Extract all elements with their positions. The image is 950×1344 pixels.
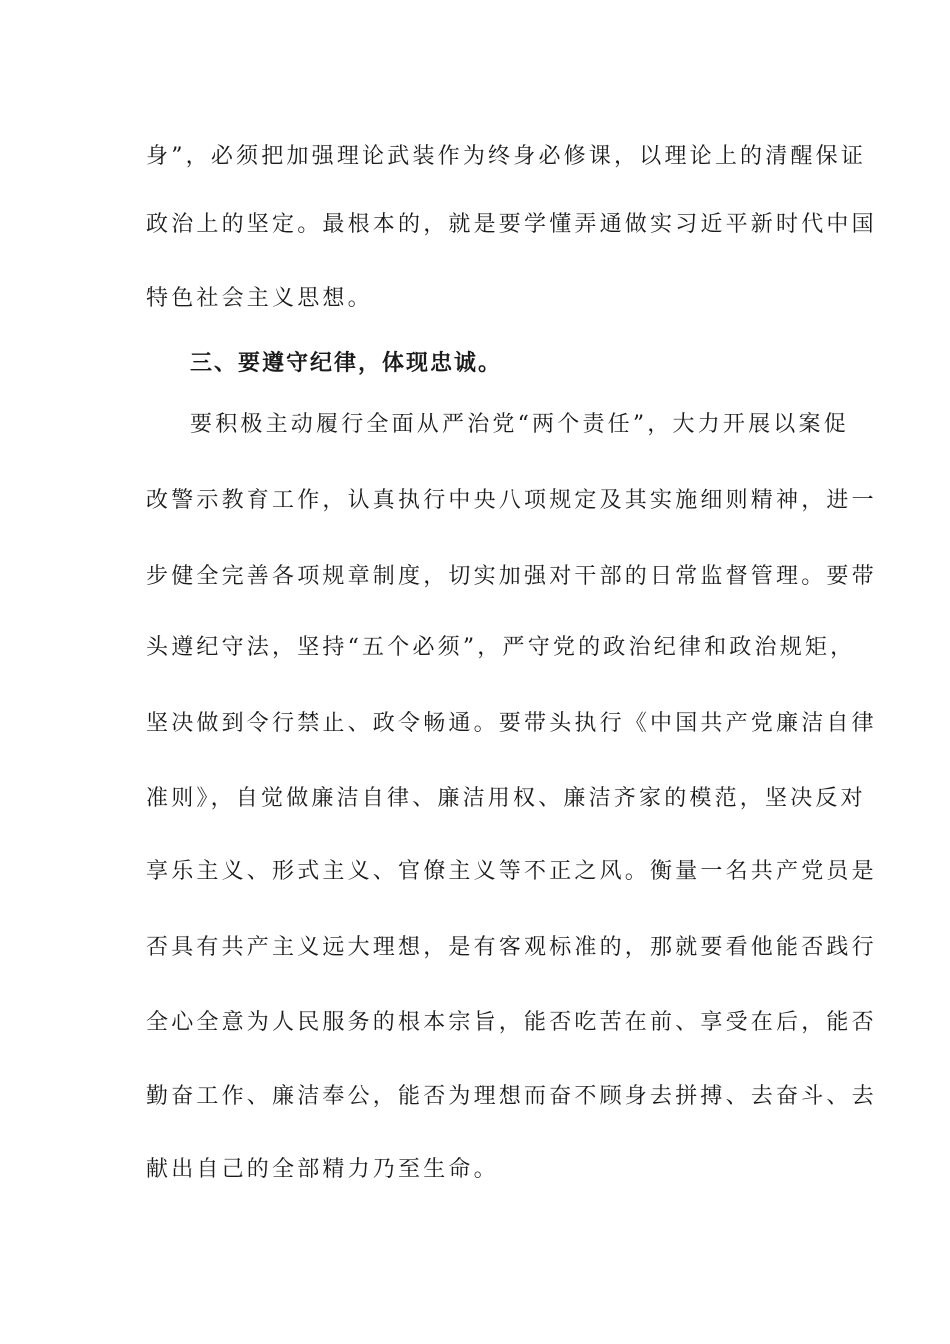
paragraph-line: 勤奋工作、廉洁奉公，能否为理想而奋不顾身去拼搏、去奋斗、去 <box>146 1084 877 1109</box>
paragraph-line: 改警示教育工作，认真执行中央八项规定及其实施细则精神，进一 <box>146 488 877 513</box>
section-heading: 三、要遵守纪律，体现忠诚。 <box>190 351 503 376</box>
paragraph-line: 享乐主义、形式主义、官僚主义等不正之风。衡量一名共产党员是 <box>146 859 877 884</box>
paragraph-line: 特色社会主义思想。 <box>146 286 373 311</box>
paragraph-line: 坚决做到令行禁止、政令畅通。要带头执行《中国共产党廉洁自律 <box>146 711 877 736</box>
paragraph-line: 政治上的坚定。最根本的，就是要学懂弄通做实习近平新时代中国 <box>146 212 877 237</box>
paragraph-line: 身”，必须把加强理论武装作为终身必修课，以理论上的清醒保证 <box>146 144 867 169</box>
paragraph-line: 否具有共产主义远大理想，是有客观标准的，那就要看他能否践行 <box>146 935 877 960</box>
paragraph-line: 准则》，自觉做廉洁自律、廉洁用权、廉洁齐家的模范，坚决反对 <box>146 786 866 811</box>
paragraph-line: 全心全意为人民服务的根本宗旨，能否吃苦在前、享受在后，能否 <box>146 1010 877 1035</box>
paragraph-line: 献出自己的全部精力乃至生命。 <box>146 1157 499 1182</box>
paragraph-line: 步健全完善各项规章制度，切实加强对干部的日常监督管理。要带 <box>146 564 877 589</box>
paragraph-line: 头遵纪守法，坚持“五个必须”，严守党的政治纪律和政治规矩， <box>146 635 856 660</box>
paragraph-line: 要积极主动履行全面从严治党“两个责任”，大力开展以案促 <box>190 412 849 437</box>
